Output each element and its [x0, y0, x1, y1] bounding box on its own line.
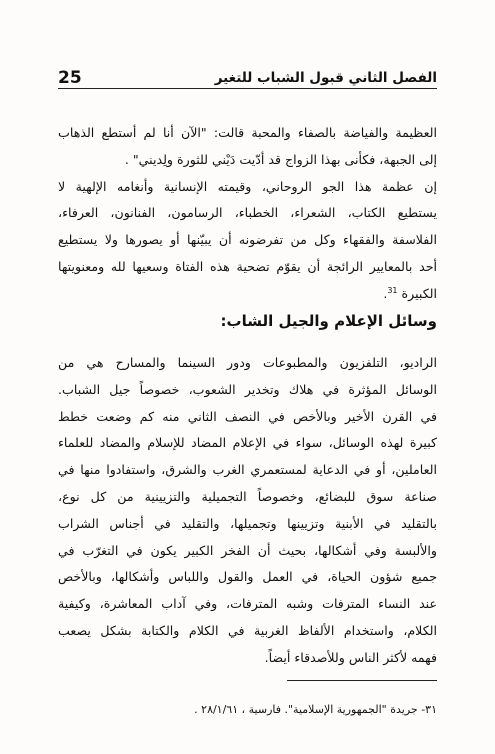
- paragraph-line: الكلام، واستخدام الألفاظ الغربية في الكلام والكتابة بشكل يصعب: [58, 622, 437, 638]
- body-text-bottom: [58, 350, 437, 672]
- paragraph-line-text: الكبيرة: [401, 285, 437, 301]
- paragraph-line: في القرن الأخير وبالأخص في النصف الثاني منه كم وضعت خطط: [58, 408, 437, 424]
- paragraph-line: أحد بالمعايير الرائجة أن يقوّم تضحية هذه الفتاة وسعيها لله ومعنويتها: [58, 258, 437, 274]
- paragraph-line: إن عظمة هذا الجو الروحاني، وقيمته الإنسانية وأنغامه الإلهية لا: [58, 178, 437, 194]
- footnote-reference: 31: [387, 285, 398, 295]
- paragraph-line-end: .: [383, 285, 388, 301]
- paragraph-line: كبيرة لهذه الوسائل، سواء في الإعلام المضاد للإسلام والمضاد للعلماء: [58, 435, 437, 451]
- paragraph-line: صناعة سوق للبضائع، وخصوصاً التجميلية والتزيينية من كل نوع،: [58, 488, 437, 504]
- paragraph-line: [58, 281, 437, 308]
- paragraph-3: [58, 350, 437, 672]
- paragraph-line: إلى الجبهة، فكأنى بهذا الزواج قد أدّيت دَيْني للثورة ولِديني" .: [124, 151, 437, 167]
- running-title: الفصل الثاني قبول الشباب للتغير: [214, 70, 437, 86]
- footnote-divider: [287, 680, 437, 681]
- paragraph-line: يستطيع الكتاب، الشعراء، الخطباء، الرسامون، الفنانون، العرفاء،: [58, 205, 437, 221]
- page-number: 25: [58, 68, 82, 88]
- paragraph-line: والألبسة وفي أشكالها، بحيث أن الفخر الكبير يكون في التغرّب في: [58, 542, 437, 558]
- paragraph-line: الراديو، التلفزيون والمطبوعات ودور السينما والمسارح هي من: [58, 355, 437, 370]
- paragraph-line: بالتقليد في الأبنية وتزيينها وتجميلها، والتقليد في أجناس الشراب: [58, 515, 437, 531]
- footnote: ٣١- جريدة "الجمهورية الإسلامية". فارسية ، ٢٨/١/٦١ .: [194, 703, 437, 716]
- paragraph-line: جميع شؤون الحياة، في العمل والقول واللباس وأشكالها، وبالأخص: [58, 569, 437, 585]
- running-header: [58, 64, 437, 89]
- paragraph-line: العظيمة والفياضة بالصفاء والمحبة قالت: "الآن أنا لم أستطع الذهاب: [58, 125, 437, 140]
- paragraph-line: فهمه لأكثر الناس وللأصدقاء أيضاً.: [264, 649, 437, 665]
- paragraph-2: [58, 174, 437, 308]
- paragraph-line: الفلاسفة والفقهاء وكل من تفرضونه أن يبيّنها أو يصورها ولا يستطيع: [58, 232, 437, 248]
- paragraph-line: عند النساء المترفات وشبه المترفات، وفي آداب المعاشرة، وكيفية: [58, 596, 437, 612]
- paragraph-line: العاملين، أو في الدعاية لمستعمري الغرب والشرق، واستفادوا منها في: [58, 462, 437, 478]
- section-heading: وسائل الإعلام والجيل الشاب:: [220, 312, 437, 330]
- body-text-top: [58, 120, 437, 308]
- paragraph-line: الوسائل المؤثرة في هلاك وتخدير الشعوب، خصوصاً جيل الشباب.: [58, 381, 437, 397]
- paragraph-1: [58, 120, 437, 174]
